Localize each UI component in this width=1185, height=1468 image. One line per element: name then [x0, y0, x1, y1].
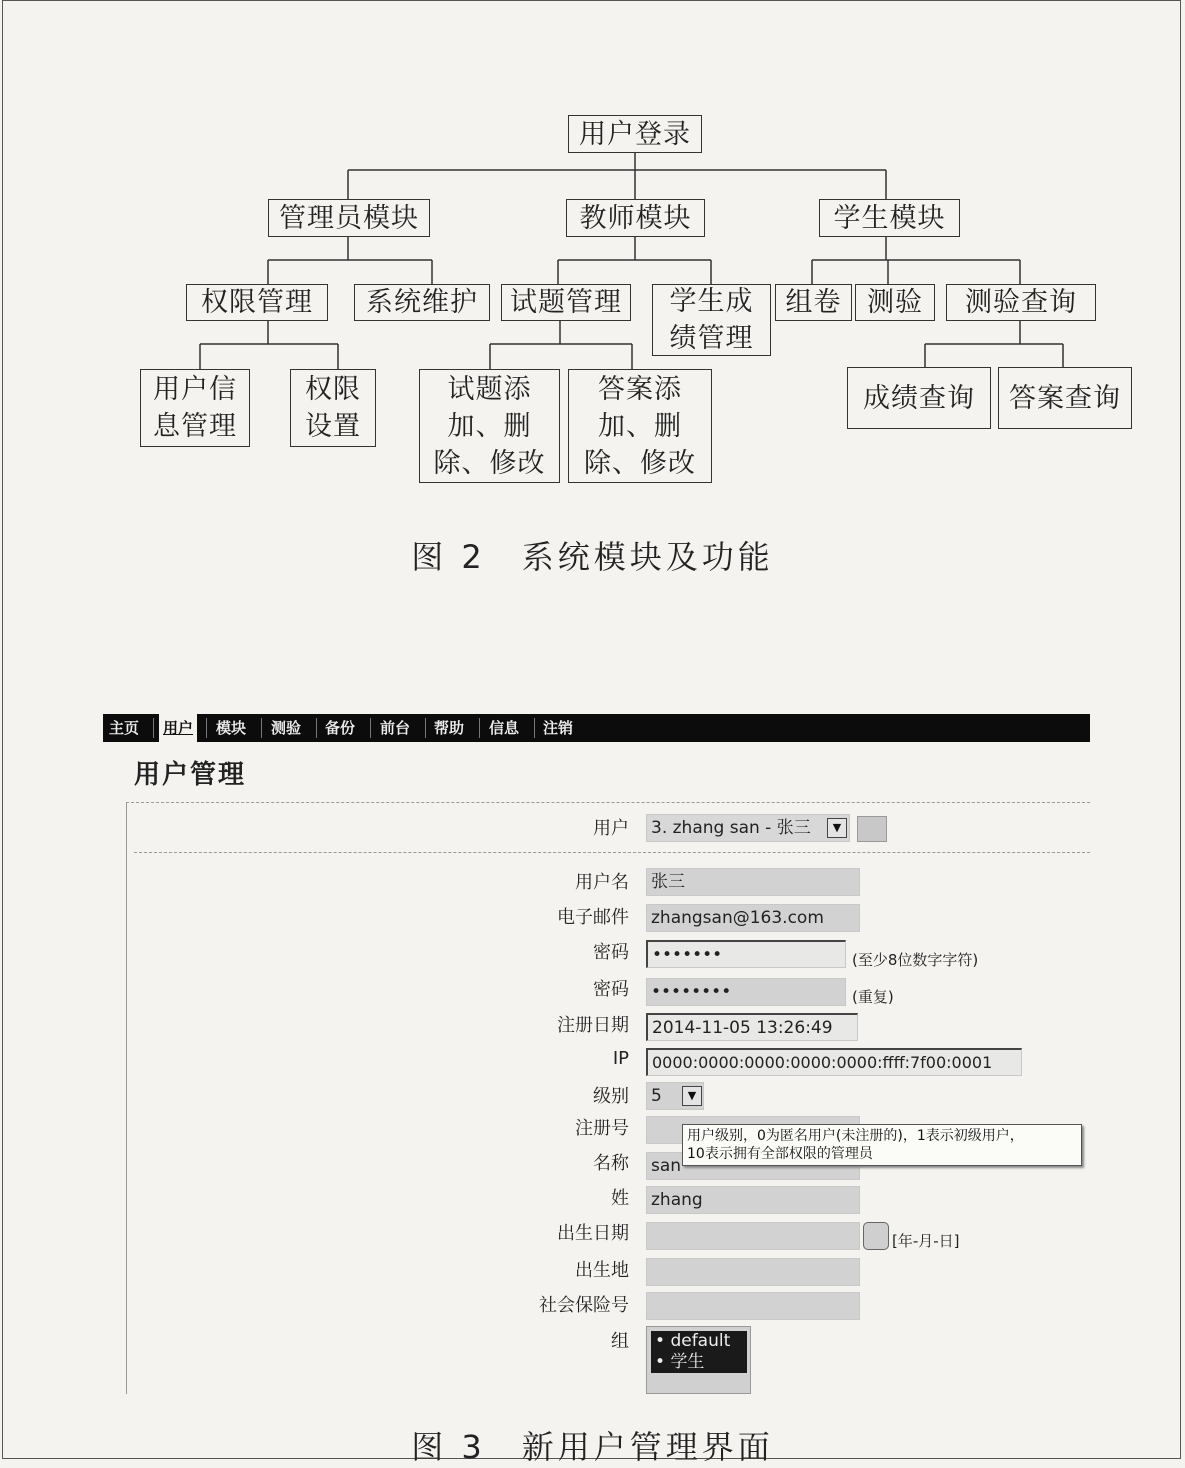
node-permission-setting: 权限 设置 [290, 369, 376, 447]
nav-logout[interactable]: 注销 [543, 719, 574, 737]
user-select-value: 3. zhang san - 张三 [651, 818, 811, 838]
page-title: 用户管理 [134, 760, 247, 790]
last-name-label: 姓 [611, 1188, 629, 1209]
ssn-label: 社会保险号 [539, 1295, 629, 1316]
birth-place-label: 出生地 [575, 1260, 629, 1281]
node-quiz-query: 测验查询 [946, 284, 1096, 321]
password-repeat-input[interactable]: •••••••• [646, 978, 846, 1006]
ip-label: IP [612, 1048, 629, 1069]
figure2-caption-text: 系统模块及功能 [521, 538, 774, 576]
birth-place-input[interactable] [646, 1258, 860, 1286]
first-name-input[interactable]: san [646, 1152, 860, 1180]
node-user-login: 用户登录 [568, 115, 702, 153]
group-label: 组 [611, 1331, 629, 1352]
group-option-bullet: • [655, 1352, 671, 1372]
username-label: 用户名 [575, 872, 629, 893]
nav-info[interactable]: 信息 [489, 719, 520, 737]
password-label: 密码 [593, 942, 629, 963]
calendar-icon[interactable] [863, 1222, 889, 1250]
node-grade-query: 成绩查询 [847, 367, 991, 429]
ip-input[interactable]: 0000:0000:0000:0000:0000:ffff:7f00:0001 [646, 1048, 1022, 1076]
username-input[interactable]: 张三 [646, 868, 860, 896]
nav-separator [479, 718, 480, 738]
nav-separator [425, 718, 426, 738]
group-option-label: default [670, 1331, 731, 1351]
nav-separator [153, 718, 154, 738]
figure3-caption-number: 图 3 [411, 1428, 486, 1466]
node-system-maintenance: 系统维护 [354, 284, 490, 321]
figure2-caption [0, 532, 1185, 578]
chevron-down-icon[interactable]: ▼ [682, 1086, 702, 1106]
group-option-default[interactable] [651, 1331, 747, 1352]
group-option-student[interactable] [651, 1352, 747, 1373]
node-grade-mgmt: 学生成 绩管理 [652, 284, 771, 356]
ssn-input[interactable] [646, 1292, 860, 1320]
nav-modules[interactable]: 模块 [216, 719, 247, 737]
node-admin-module: 管理员模块 [268, 199, 430, 237]
node-permission-mgmt: 权限管理 [186, 284, 328, 321]
node-answer-query: 答案查询 [998, 367, 1132, 429]
email-input[interactable]: zhangsan@163.com [646, 904, 860, 932]
node-compose-paper: 组卷 [775, 284, 852, 321]
node-question-edit: 试题添 加、删 除、修改 [419, 369, 560, 483]
figure2-caption-number: 图 2 [411, 538, 486, 576]
chevron-down-icon[interactable]: ▼ [827, 818, 847, 838]
email-label: 电子邮件 [557, 907, 629, 928]
figure3-caption-text: 新用户管理界面 [521, 1428, 774, 1466]
level-select-value: 5 [651, 1086, 662, 1106]
nav-separator [534, 718, 535, 738]
user-go-button[interactable] [857, 816, 887, 842]
group-option-label: 学生 [670, 1352, 705, 1372]
level-tooltip: 用户级别，0为匿名用户(未注册的)，1表示初级用户， 10表示拥有全部权限的管理员 [682, 1124, 1082, 1166]
level-label: 级别 [593, 1086, 629, 1107]
group-option-bullet: • [655, 1331, 671, 1351]
first-name-label: 名称 [593, 1153, 629, 1174]
node-quiz: 测验 [855, 284, 935, 321]
reg-no-label: 注册号 [575, 1118, 629, 1139]
birth-date-input[interactable] [646, 1222, 860, 1250]
nav-home[interactable]: 主页 [109, 719, 140, 737]
birth-date-label: 出生日期 [557, 1223, 629, 1244]
password-hint: (至少8位数字字符) [852, 951, 979, 969]
node-student-module: 学生模块 [819, 199, 960, 237]
password-input[interactable]: ••••••• [646, 940, 846, 968]
figure3-caption [0, 1422, 1185, 1468]
password-repeat-hint: (重复) [852, 988, 894, 1006]
reg-date-label: 注册日期 [557, 1015, 629, 1036]
nav-separator [316, 718, 317, 738]
node-user-info-mgmt: 用户信 息管理 [140, 369, 250, 447]
node-answer-edit: 答案添 加、删 除、修改 [568, 369, 712, 483]
nav-separator [261, 718, 262, 738]
last-name-input[interactable]: zhang [646, 1186, 860, 1214]
nav-backup[interactable]: 备份 [325, 719, 356, 737]
module-tree-diagram [0, 0, 1185, 500]
nav-frontend[interactable]: 前台 [380, 719, 411, 737]
reg-date-input[interactable]: 2014-11-05 13:26:49 [646, 1013, 858, 1041]
node-question-mgmt: 试题管理 [501, 284, 631, 321]
nav-user[interactable]: 用户 [156, 714, 197, 742]
nav-separator [370, 718, 371, 738]
nav-help[interactable]: 帮助 [434, 719, 465, 737]
node-teacher-module: 教师模块 [566, 199, 705, 237]
nav-quiz[interactable]: 测验 [271, 719, 302, 737]
user-select[interactable] [646, 814, 850, 842]
password-repeat-label: 密码 [593, 979, 629, 1000]
form-divider [134, 852, 1090, 853]
top-nav-bar [103, 714, 1090, 742]
nav-separator [206, 718, 207, 738]
user-select-label: 用户 [593, 818, 629, 839]
group-listbox[interactable] [646, 1326, 751, 1394]
birth-date-hint: [年-月-日] [892, 1232, 960, 1250]
